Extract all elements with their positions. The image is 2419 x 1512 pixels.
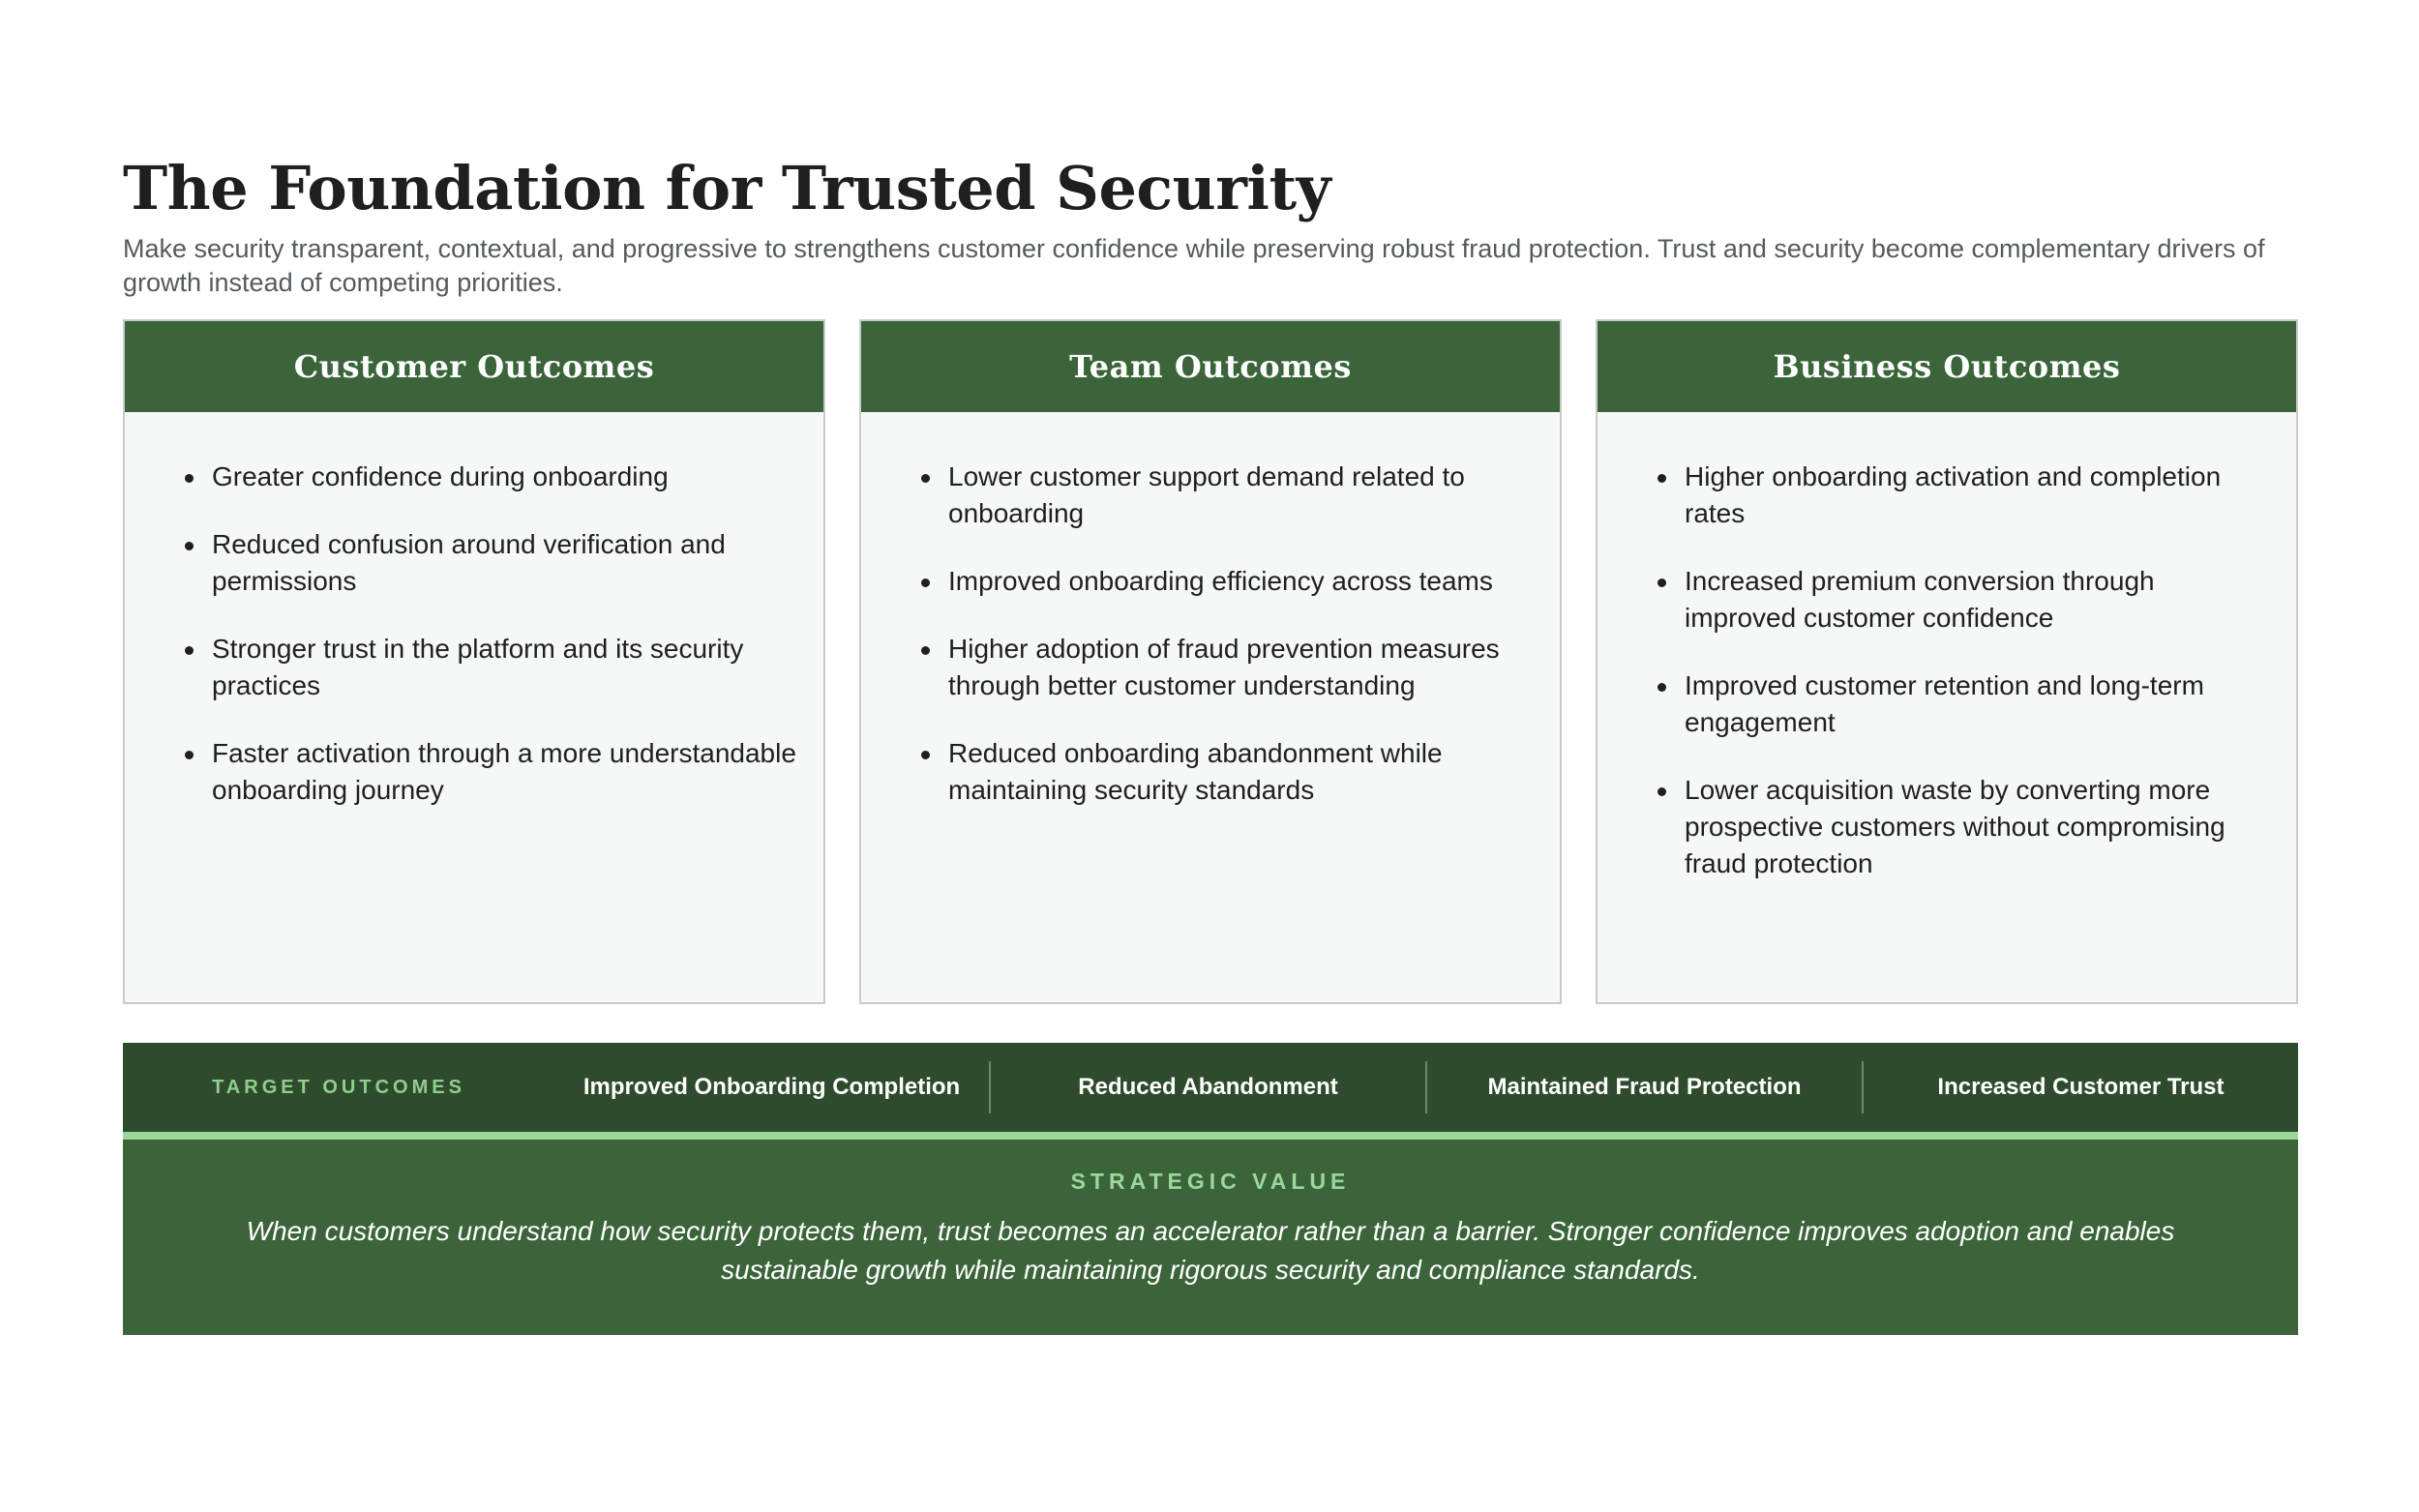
card-list — [125, 412, 823, 809]
list-item: Faster activation through a more understandable onboarding journey — [212, 735, 800, 809]
card-header: Business Outcomes — [1598, 321, 2296, 412]
card-list — [1598, 412, 2296, 882]
target-item: Maintained Fraud Protection — [1487, 1074, 1802, 1100]
strategic-value-panel — [123, 1140, 2298, 1335]
card-header: Customer Outcomes — [125, 321, 823, 412]
slide — [123, 0, 2298, 1512]
target-outcomes-label: TARGET OUTCOMES — [212, 1076, 465, 1098]
card-list — [861, 412, 1560, 809]
card-team-outcomes — [859, 319, 1562, 1004]
outcome-cards — [123, 319, 2298, 1004]
list-item: Higher adoption of fraud prevention measures through better customer understanding — [948, 631, 1537, 704]
target-item: Increased Customer Trust — [1937, 1074, 2225, 1100]
accent-divider — [123, 1132, 2298, 1140]
list-item: Stronger trust in the platform and its security practices — [212, 631, 800, 704]
card-business-outcomes — [1596, 319, 2298, 1004]
list-item: Reduced onboarding abandonment while maintaining security standards — [948, 735, 1537, 809]
list-item: Lower customer support demand related to onboarding — [948, 459, 1537, 532]
list-item: Improved customer retention and long-term engagement — [1685, 667, 2273, 741]
list-item: Higher onboarding activation and completion rates — [1685, 459, 2273, 532]
list-item: Reduced confusion around verification and permissions — [212, 526, 800, 600]
target-item: Improved Onboarding Completion — [582, 1074, 961, 1100]
list-item: Lower acquisition waste by converting more prospective customers without compromising fraud protection — [1685, 772, 2273, 882]
list-item: Greater confidence during onboarding — [212, 459, 800, 495]
page-subtitle: Make security transparent, contextual, and progressive to strengthens customer confidence while preserving robust fraud protection. Trust and security become complementary drivers of growth instead of competing priorities. — [123, 234, 2265, 297]
strategic-value-text: When customers understand how security protects them, trust becomes an accelerator rather than a barrier. Stronger confidence improves adoption and enables sustainable growth while maintaining rigorous security and compliance standards. — [246, 1216, 2175, 1285]
page-title: The Foundation for Trusted Security — [123, 153, 1331, 223]
card-customer-outcomes — [123, 319, 825, 1004]
list-item: Improved onboarding efficiency across teams — [948, 563, 1537, 600]
target-item: Reduced Abandonment — [1078, 1074, 1338, 1100]
target-outcomes-bar — [123, 1043, 2298, 1132]
strategic-value-label: STRATEGIC VALUE — [1070, 1169, 1351, 1194]
card-header: Team Outcomes — [861, 321, 1560, 412]
list-item: Increased premium conversion through improved customer confidence — [1685, 563, 2273, 637]
